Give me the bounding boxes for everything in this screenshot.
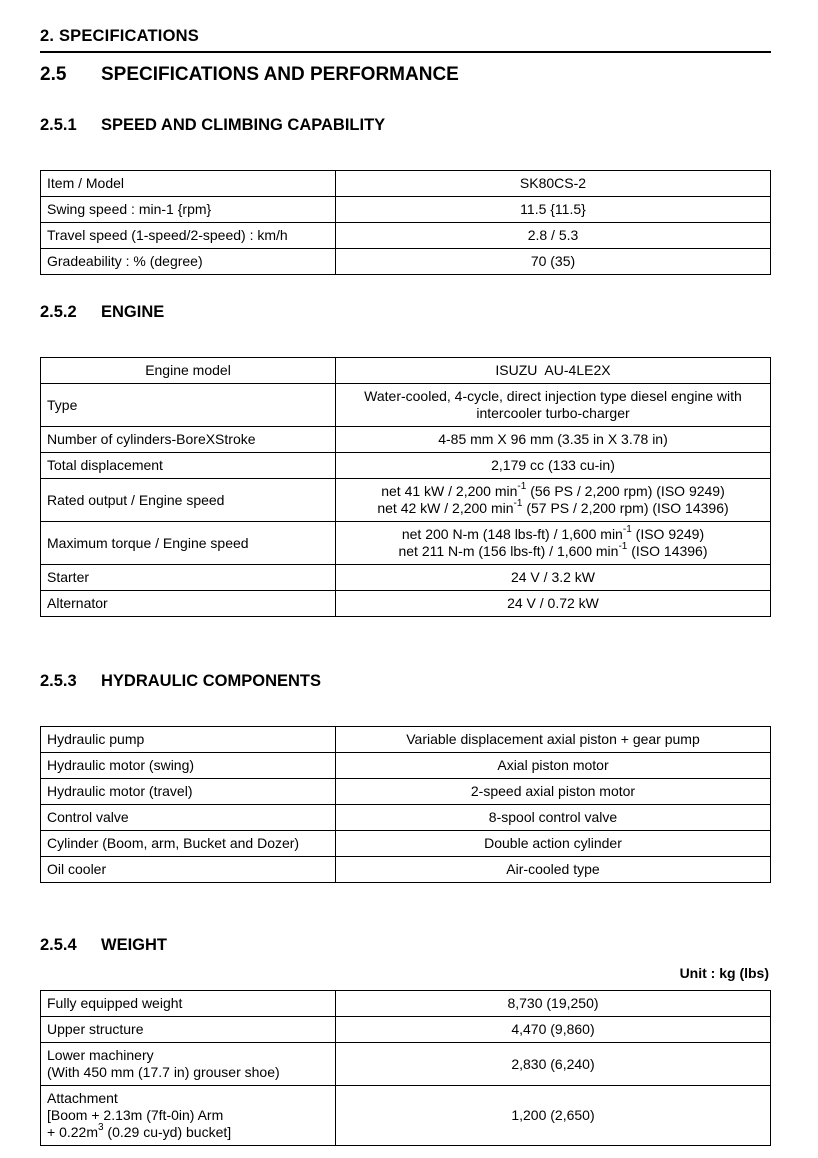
table-row	[41, 727, 771, 753]
table-row	[41, 384, 771, 427]
output-line-2: net 42 kW / 2,200 $\min^{-1} (57$ PS / 2,200 rpm) (ISO 14396)	[377, 498, 729, 516]
table-row	[41, 427, 771, 453]
row-value: 2-speed axial piston motor	[336, 779, 771, 805]
attach-line-3: + $0.22m^3$ (0.29 cu-yd) bucket]	[47, 1122, 232, 1140]
row-value: Axial piston motor	[336, 753, 771, 779]
row-value: SK80CS-2	[336, 171, 771, 197]
row-label: Gradeability : % (degree)	[41, 249, 336, 275]
table-row	[41, 171, 771, 197]
weight-title: WEIGHT	[101, 936, 167, 954]
row-value: Variable displacement axial piston + gear pump	[336, 727, 771, 753]
row-label: Item / Model	[41, 171, 336, 197]
hydraulic-number: 2.5.3	[40, 672, 77, 690]
row-label: Upper structure	[41, 1017, 336, 1043]
unit-note: Unit : kg (lbs)	[679, 965, 769, 981]
row-value: 11.5 {11.5}	[336, 197, 771, 223]
row-label: Control valve	[41, 805, 336, 831]
row-value: 4,470 (9,860)	[336, 1017, 771, 1043]
row-label: Travel speed (1-speed/2-speed) : km/h	[41, 223, 336, 249]
engine-title: ENGINE	[101, 303, 165, 321]
row-value: 2.8 / 5.3	[336, 223, 771, 249]
table-row	[41, 453, 771, 479]
row-value	[336, 522, 771, 565]
table-row	[41, 857, 771, 883]
table-row	[41, 197, 771, 223]
speed-number: 2.5.1	[40, 116, 77, 134]
row-label: Maximum torque / Engine speed	[41, 522, 336, 565]
row-value: 1,200 (2,650)	[336, 1086, 771, 1146]
table-row	[41, 479, 771, 522]
section-title: SPECIFICATIONS AND PERFORMANCE	[101, 64, 459, 85]
row-label: Hydraulic motor (travel)	[41, 779, 336, 805]
weight-number: 2.5.4	[40, 936, 77, 954]
row-label: Number of cylinders-BoreXStroke	[41, 427, 336, 453]
row-label: Fully equipped weight	[41, 991, 336, 1017]
type-line-2: intercooler turbo-charger	[476, 405, 630, 421]
table-row	[41, 753, 771, 779]
table-row	[41, 1086, 771, 1146]
torque-line-2: net 211 N-m (156 lbs-ft) / 1,600 $\min^{-1} (ISO$ 14396)	[398, 541, 708, 559]
hydraulic-table	[40, 726, 771, 883]
row-value: 24 V / 0.72 kW	[336, 591, 771, 617]
table-row	[41, 223, 771, 249]
row-label: Type	[41, 384, 336, 427]
weight-table	[40, 990, 771, 1146]
row-label: Swing speed : min-1 {rpm}	[41, 197, 336, 223]
output-line-1: net 41 kW / 2,200 $\min^{-1} (56$ PS / 2,200 rpm) (ISO 9249)	[381, 481, 725, 499]
row-value: 8,730 (19,250)	[336, 991, 771, 1017]
table-row	[41, 249, 771, 275]
engine-table	[40, 357, 771, 617]
speed-title: SPEED AND CLIMBING CAPABILITY	[101, 116, 386, 134]
row-label: Engine model	[41, 358, 336, 384]
row-label: Oil cooler	[41, 857, 336, 883]
row-value: 24 V / 3.2 kW	[336, 565, 771, 591]
attach-line-2: [Boom + 2.13m (7ft-0in) Arm	[47, 1107, 224, 1123]
type-line-1: Water-cooled, 4-cycle, direct injection type diesel engine with	[364, 388, 742, 404]
lower-line-2: (With 450 mm (17.7 in) grouser shoe)	[47, 1064, 280, 1080]
table-row	[41, 831, 771, 857]
row-label: Starter	[41, 565, 336, 591]
row-label	[41, 1043, 336, 1086]
row-value: 2,830 (6,240)	[336, 1043, 771, 1086]
table-row	[41, 522, 771, 565]
engine-number: 2.5.2	[40, 303, 77, 321]
row-label: Cylinder (Boom, arm, Bucket and Dozer)	[41, 831, 336, 857]
table-row	[41, 1017, 771, 1043]
row-label: Hydraulic motor (swing)	[41, 753, 336, 779]
hydraulic-title: HYDRAULIC COMPONENTS	[101, 672, 322, 690]
row-value	[336, 384, 771, 427]
section-number: 2.5	[40, 64, 67, 85]
lower-line-1: Lower machinery	[47, 1047, 154, 1063]
row-label: Total displacement	[41, 453, 336, 479]
row-value: Air-cooled type	[336, 857, 771, 883]
row-value: ISUZU AU-4LE2X	[336, 358, 771, 384]
speed-table	[40, 170, 771, 275]
attach-line-1: Attachment	[47, 1090, 118, 1106]
table-row	[41, 591, 771, 617]
torque-line-1: net 200 N-m (148 lbs-ft) / 1,600 $\min^{-1} (ISO$ 9249)	[401, 524, 705, 542]
row-value: 8-spool control valve	[336, 805, 771, 831]
row-label	[41, 1086, 336, 1146]
table-row	[41, 805, 771, 831]
chapter-header: 2. SPECIFICATIONS	[40, 27, 199, 45]
row-label: Alternator	[41, 591, 336, 617]
row-value: Double action cylinder	[336, 831, 771, 857]
table-row	[41, 991, 771, 1017]
row-value: 70 (35)	[336, 249, 771, 275]
row-value: 4-85 mm X 96 mm (3.35 in X 3.78 in)	[336, 427, 771, 453]
row-value: 2,179 cc (133 cu-in)	[336, 453, 771, 479]
row-value	[336, 479, 771, 522]
table-row	[41, 358, 771, 384]
table-row	[41, 779, 771, 805]
table-row	[41, 565, 771, 591]
header-rule	[40, 51, 771, 53]
row-label: Hydraulic pump	[41, 727, 336, 753]
row-label: Rated output / Engine speed	[41, 479, 336, 522]
table-row	[41, 1043, 771, 1086]
